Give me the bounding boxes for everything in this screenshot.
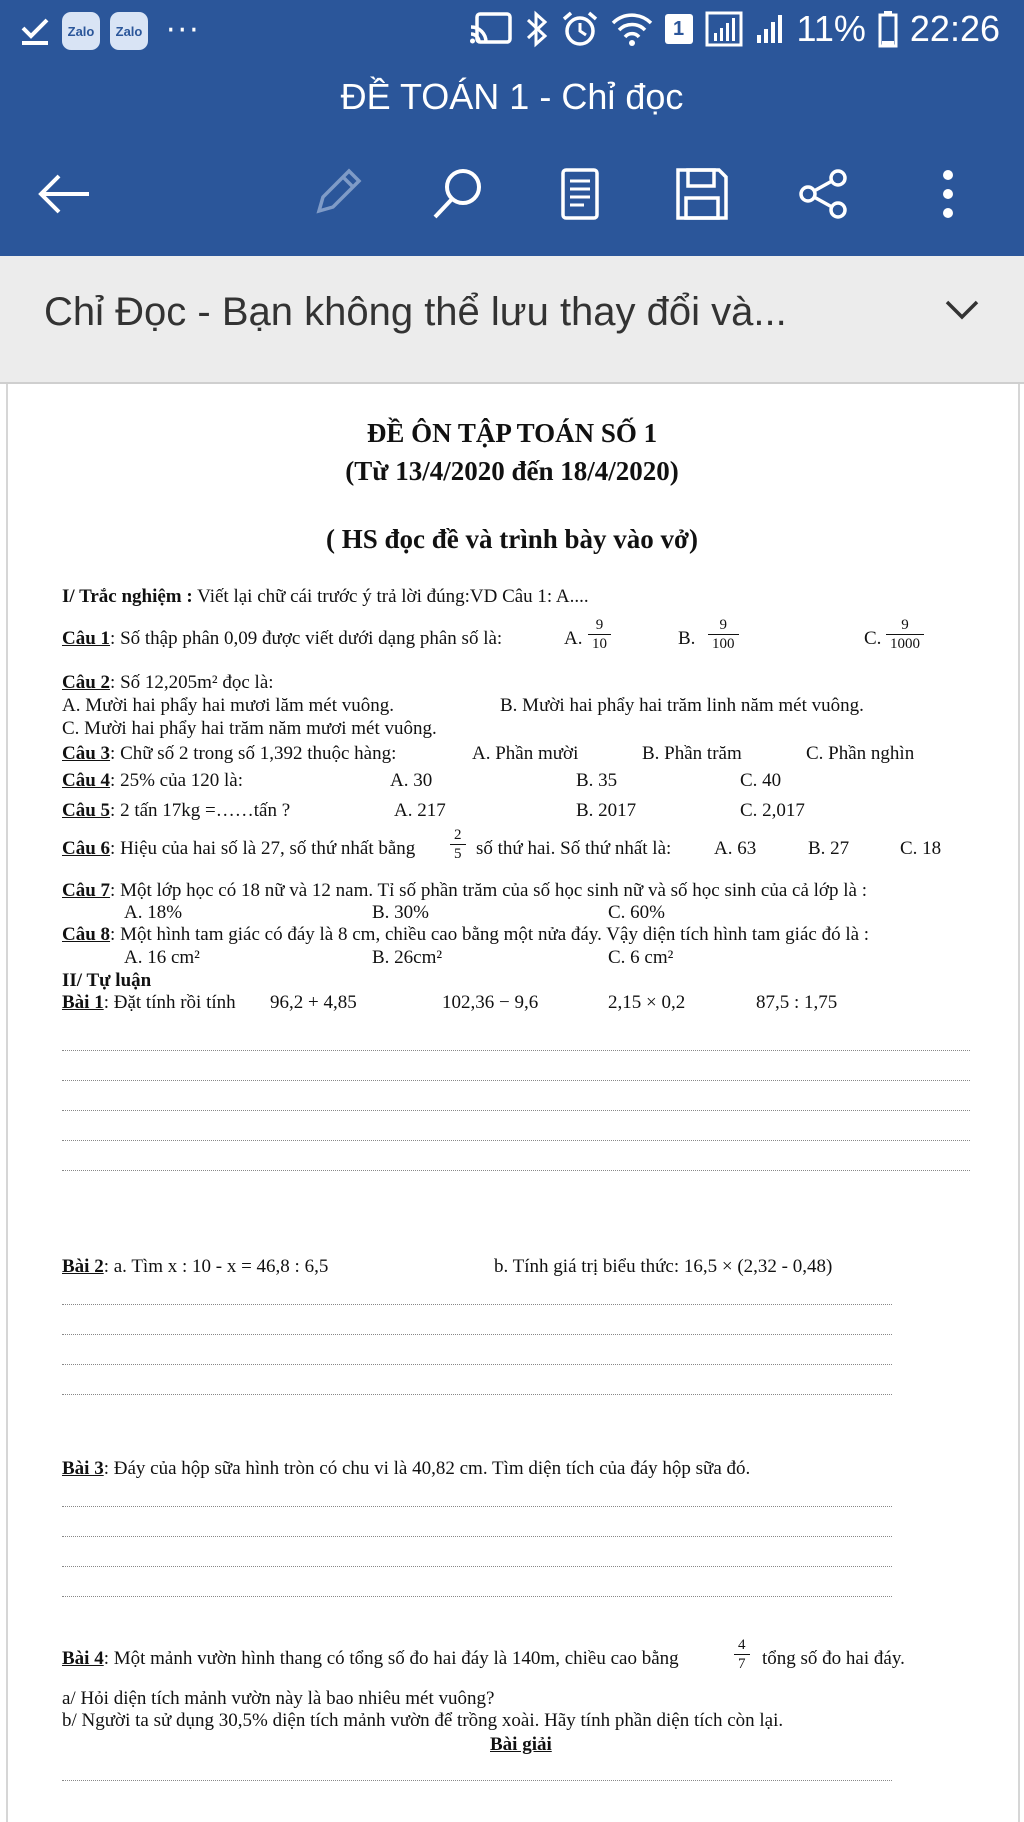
reading-view-icon <box>560 167 600 221</box>
save-button[interactable] <box>670 162 734 226</box>
question-4 <box>62 770 243 792</box>
edit-button[interactable] <box>304 162 368 226</box>
question-5-option-a: A. 217 <box>394 800 446 821</box>
exercise-1-expression-1: 96,2 + 4,85 <box>270 992 357 1013</box>
fraction-denominator: 100 <box>708 634 739 653</box>
question-2-option-b: B. Mười hai phẩy hai trăm linh năm mét vuông. <box>500 695 864 716</box>
exercise-2-part-b: b. Tính giá trị biểu thức: 16,5 × (2,32 - 0,48) <box>494 1256 833 1277</box>
answer-line <box>62 1050 970 1051</box>
read-only-banner[interactable] <box>0 256 1024 382</box>
question-1-label: Câu 1 <box>62 628 111 649</box>
section-2-title: II/ Tự luận <box>62 970 152 991</box>
exercise-4-fraction <box>734 1636 750 1673</box>
more-notifications-icon: ··· <box>166 13 201 48</box>
read-only-message: Chỉ Đọc - Bạn không thể lưu thay đổi và... <box>44 290 787 334</box>
zalo-notification-icon: Zalo <box>62 12 100 50</box>
fraction-numerator: 9 <box>595 617 604 633</box>
back-arrow-icon <box>35 172 93 216</box>
fraction-numerator: 4 <box>738 1637 746 1653</box>
answer-line <box>62 1334 892 1335</box>
question-6-text-2: số thứ hai. Số thứ nhất là: <box>476 838 672 859</box>
question-4-text: : 25% của 120 là: <box>110 770 244 791</box>
pencil-icon <box>309 167 363 221</box>
notification-icons <box>18 12 201 50</box>
section-1-instruction: Viết lại chữ cái trước ý trả lời đúng:VD Câu 1: A.... <box>197 586 589 607</box>
question-1 <box>62 628 502 650</box>
answer-line <box>62 1170 970 1171</box>
question-6-option-b: B. 27 <box>808 838 850 859</box>
share-icon <box>797 167 851 221</box>
exercise-1 <box>62 992 236 1014</box>
exercise-2 <box>62 1256 328 1278</box>
section-1-title: I/ Trắc nghiệm : <box>62 586 193 607</box>
question-6 <box>62 838 415 860</box>
save-icon <box>675 167 729 221</box>
exercise-1-text: : Đặt tính rồi tính <box>103 992 236 1013</box>
fraction-numerator: 2 <box>454 827 462 843</box>
question-8-option-c: C. 6 cm² <box>608 947 674 968</box>
exam-date-range: (Từ 13/4/2020 đến 18/4/2020) <box>345 456 679 486</box>
question-4-option-a: A. 30 <box>390 770 433 791</box>
question-7-label: Câu 7 <box>62 880 111 901</box>
exercise-1-expression-3: 2,15 × 0,2 <box>608 992 686 1013</box>
exercise-1-expression-2: 102,36 − 9,6 <box>442 992 539 1013</box>
toolbar <box>0 148 1024 232</box>
signal-icon-2 <box>755 11 785 47</box>
answer-line <box>62 1596 892 1597</box>
alarm-icon <box>561 10 599 48</box>
zalo-notification-icon-2: Zalo <box>110 12 148 50</box>
question-7-option-b: B. 30% <box>372 902 429 923</box>
question-7-option-a: A. 18% <box>124 902 183 923</box>
document-page <box>0 382 1024 1822</box>
question-5 <box>62 800 290 822</box>
fraction-denominator: 5 <box>450 844 466 863</box>
fraction-numerator: 9 <box>901 617 909 633</box>
share-button[interactable] <box>792 162 856 226</box>
question-1-option-b: B. <box>678 628 696 649</box>
page-edge-right <box>1018 384 1020 1822</box>
answer-line <box>62 1304 892 1305</box>
wifi-icon <box>611 11 653 47</box>
answer-line <box>62 1364 892 1365</box>
question-7-text: : Một lớp học có 18 nữ và 12 nam. Tỉ số phần trăm của số học sinh nữ và số học sinh của cả lớp là : <box>110 880 867 901</box>
chevron-down-icon[interactable] <box>944 298 980 322</box>
question-1-fraction-a <box>588 616 611 653</box>
exercise-4-text: : Một mảnh vườn hình thang có tổng số đo hai đáy là 140m, chiều cao bằng <box>103 1648 679 1669</box>
exercise-1-label: Bài 1 <box>62 992 104 1013</box>
question-7 <box>62 880 867 902</box>
answer-line <box>62 1536 892 1537</box>
question-8-text: : Một hình tam giác có đáy là 8 cm, chiều cao bằng một nửa đáy. Vậy diện tích hình tam giác đó là : <box>110 924 870 945</box>
question-8-option-b: B. 26cm² <box>372 947 443 968</box>
more-options-button[interactable] <box>916 162 980 226</box>
question-1-text: : Số thập phân 0,09 được viết dưới dạng phân số là: <box>110 628 503 649</box>
system-icons <box>469 8 1000 50</box>
question-1-option-c: C. <box>864 628 882 649</box>
question-1-option-a: A. <box>564 628 583 649</box>
question-7-option-c: C. 60% <box>608 902 665 923</box>
sim-slot-icon: 1 <box>665 14 693 44</box>
question-2-label: Câu 2 <box>62 672 111 693</box>
question-3-text: : Chữ số 2 trong số 1,392 thuộc hàng: <box>110 743 397 764</box>
reading-view-button[interactable] <box>548 162 612 226</box>
question-3-label: Câu 3 <box>62 743 111 764</box>
exercise-3-text: : Đáy của hộp sữa hình tròn có chu vi là 40,82 cm. Tìm diện tích của đáy hộp sữa đó. <box>103 1458 751 1479</box>
question-1-fraction-b <box>708 616 739 653</box>
document-title: ĐỀ TOÁN 1 - Chỉ đọc <box>340 76 684 117</box>
exercise-4-text-2: tổng số đo hai đáy. <box>762 1648 905 1669</box>
question-3-option-b: B. Phần trăm <box>642 743 742 764</box>
more-vertical-icon <box>938 167 958 221</box>
answer-line <box>62 1780 892 1781</box>
battery-icon <box>878 10 898 48</box>
exercise-3 <box>62 1458 750 1480</box>
question-8-option-a: A. 16 cm² <box>124 947 200 968</box>
exercise-4-part-b: b/ Người ta sử dụng 30,5% diện tích mảnh vườn để trồng xoài. Hãy tính phần diện tích còn lại. <box>62 1710 784 1731</box>
exercise-3-label: Bài 3 <box>62 1458 104 1479</box>
signal-icon <box>705 11 743 47</box>
page-edge-left <box>6 384 8 1822</box>
exam-instruction: ( HS đọc đề và trình bày vào vở) <box>326 524 698 554</box>
exercise-4-part-a: a/ Hỏi diện tích mảnh vườn này là bao nhiêu mét vuông? <box>62 1688 495 1709</box>
answer-line <box>62 1506 892 1507</box>
exercise-4-label: Bài 4 <box>62 1648 104 1669</box>
question-6-fraction <box>450 826 466 863</box>
fraction-denominator: 10 <box>588 634 611 653</box>
exercise-4 <box>62 1648 679 1670</box>
answer-line <box>62 1140 970 1141</box>
cast-icon <box>469 11 513 47</box>
back-button[interactable] <box>32 162 96 226</box>
download-done-icon <box>18 14 52 48</box>
question-2-text: : Số 12,205m² đọc là: <box>110 672 274 693</box>
answer-line <box>62 1566 892 1567</box>
search-icon <box>431 167 485 221</box>
search-button[interactable] <box>426 162 490 226</box>
question-3 <box>62 743 396 765</box>
question-8 <box>62 924 869 946</box>
question-8-label: Câu 8 <box>62 924 111 945</box>
solution-heading: Bài giải <box>490 1734 552 1755</box>
question-6-option-a: A. 63 <box>714 838 757 859</box>
question-1-fraction-c <box>886 616 924 653</box>
bluetooth-icon <box>525 10 549 48</box>
section-1-heading <box>62 586 589 608</box>
fraction-denominator: 1000 <box>886 634 924 653</box>
status-bar <box>0 0 1024 72</box>
question-2 <box>62 672 274 694</box>
clock: 22:26 <box>909 8 1000 49</box>
question-4-option-c: C. 40 <box>740 770 782 791</box>
answer-line <box>62 1080 970 1081</box>
question-4-option-b: B. 35 <box>576 770 618 791</box>
app-header <box>0 0 1024 256</box>
exercise-1-expression-4: 87,5 : 1,75 <box>756 992 838 1013</box>
exercise-2-text: : a. Tìm x : 10 - x = 46,8 : 6,5 <box>103 1256 329 1277</box>
fraction-numerator: 9 <box>719 617 727 633</box>
question-5-text: : 2 tấn 17kg =……tấn ? <box>110 800 291 821</box>
battery-percentage: 11% <box>796 8 866 49</box>
answer-line <box>62 1110 970 1111</box>
exercise-2-label: Bài 2 <box>62 1256 104 1277</box>
question-2-option-c: C. Mười hai phẩy hai trăm năm mươi mét vuông. <box>62 718 437 739</box>
question-5-label: Câu 5 <box>62 800 111 821</box>
exam-title: ĐỀ ÔN TẬP TOÁN SỐ 1 <box>366 418 658 448</box>
question-4-label: Câu 4 <box>62 770 111 791</box>
question-6-option-c: C. 18 <box>900 838 942 859</box>
question-5-option-c: C. 2,017 <box>740 800 805 821</box>
question-3-option-c: C. Phần nghìn <box>806 743 915 764</box>
fraction-denominator: 7 <box>734 1654 750 1673</box>
question-3-option-a: A. Phần mười <box>472 743 579 764</box>
question-2-option-a: A. Mười hai phẩy hai mươi lăm mét vuông. <box>62 695 394 716</box>
question-6-label: Câu 6 <box>62 838 111 859</box>
answer-line <box>62 1394 892 1395</box>
question-6-text: : Hiệu của hai số là 27, số thứ nhất bằng <box>110 838 416 859</box>
question-5-option-b: B. 2017 <box>576 800 637 821</box>
